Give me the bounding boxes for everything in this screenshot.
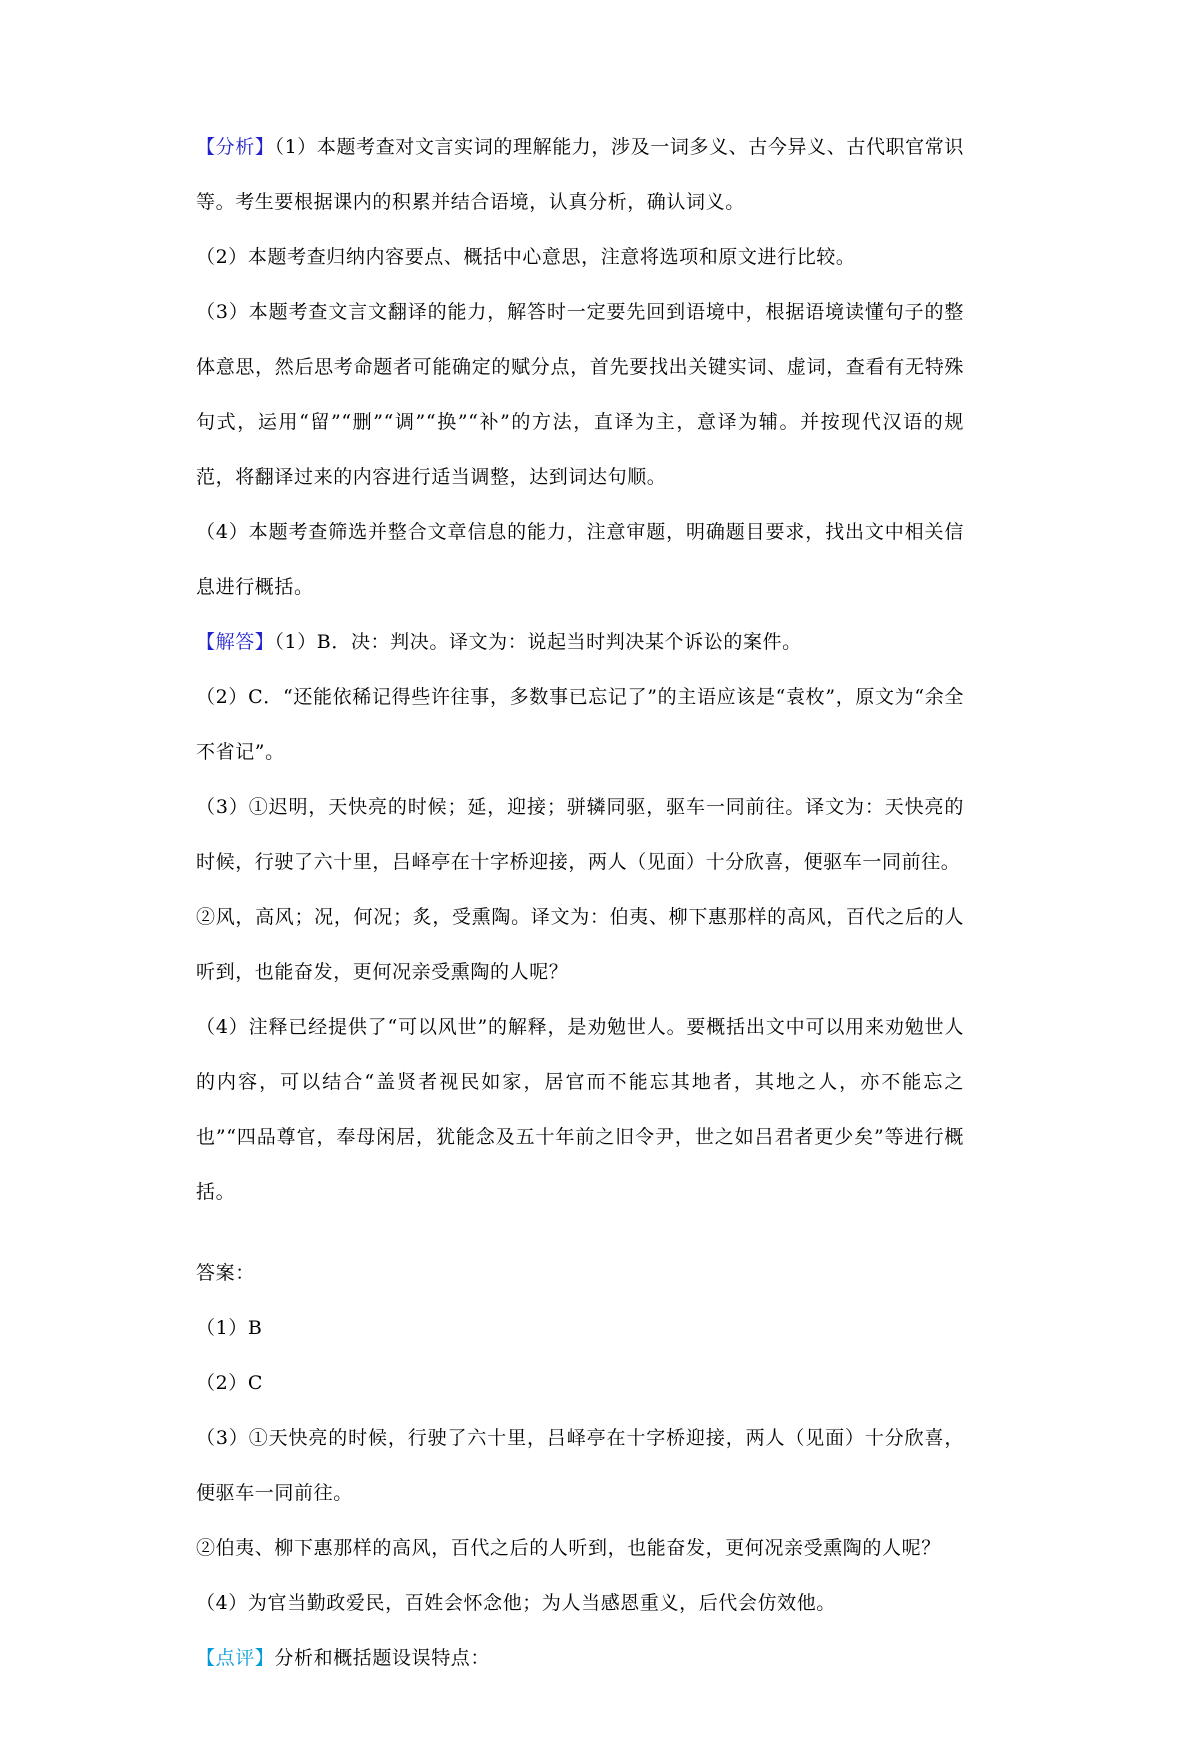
paragraph-text: （3）本题考查文言文翻译的能力，解答时一定要先回到语境中，根据语境读懂句子的整体意思，然后思考命题者可能确定的赋分点，首先要找出关键实词、虚词，查看有无特殊句式，运用“留”“删”“调”“换”“补”的方法，直译为主，意译为辅。并按现代汉语的规范，将翻译过来的内容进行适当调整，达到词达句顺。	[196, 301, 964, 488]
comment-paragraph	[196, 1631, 964, 1686]
paragraph-text: 答案：	[196, 1262, 255, 1284]
blank-line	[196, 1220, 964, 1246]
paragraph-text: （4）本题考查筛选并整合文章信息的能力，注意审题，明确题目要求，找出文中相关信息进行概括。	[196, 521, 964, 598]
paragraph-text: ②伯夷、柳下惠那样的高风，百代之后的人听到，也能奋发，更何况亲受熏陶的人呢？	[196, 1537, 941, 1559]
answers-heading	[196, 1246, 964, 1301]
paragraph-text: （3）①天快亮的时候，行驶了六十里，吕峄亭在十字桥迎接，两人（见面）十分欣喜，便驱车一同前往。	[196, 1427, 964, 1504]
answer-line-2	[196, 1356, 964, 1411]
solution-paragraph-2	[196, 670, 964, 780]
analysis-paragraph-2	[196, 230, 964, 285]
paragraph-text: （1）B	[196, 1317, 263, 1339]
answer-line-4	[196, 1521, 964, 1576]
paragraph-text: （1）B．决：判决。译文为：说起当时判决某个诉讼的案件。	[274, 631, 802, 653]
solution-paragraph-1	[196, 615, 964, 670]
answer-line-5	[196, 1576, 964, 1631]
comment-label: 【点评】	[196, 1647, 275, 1669]
answer-line-3	[196, 1411, 964, 1521]
paragraph-text: ②风，高风；况，何况；炙，受熏陶。译文为：伯夷、柳下惠那样的高风，百代之后的人听到，也能奋发，更何况亲受熏陶的人呢？	[196, 906, 964, 983]
paragraph-text: （4）为官当勤政爱民，百姓会怀念他；为人当感恩重义，后代会仿效他。	[196, 1592, 836, 1614]
analysis-paragraph-4	[196, 505, 964, 615]
analysis-label: 【分析】	[196, 136, 275, 158]
paragraph-text: （2）本题考查归纳内容要点、概括中心意思，注意将选项和原文进行比较。	[196, 246, 856, 268]
analysis-paragraph-1	[196, 120, 964, 230]
analysis-paragraph-3	[196, 285, 964, 505]
solution-paragraph-5	[196, 1000, 964, 1220]
paragraph-text: （3）①迟明，天快亮的时候；延，迎接；骈辚同驱，驱车一同前往。译文为：天快亮的时候，行驶了六十里，吕峄亭在十字桥迎接，两人（见面）十分欣喜，便驱车一同前往。	[196, 796, 964, 873]
paragraph-text: （4）注释已经提供了“可以风世”的解释，是劝勉世人。要概括出文中可以用来劝勉世人的内容，可以结合“盖贤者视民如家，居官而不能忘其地者，其地之人，亦不能忘之也”“四品尊官，奉母闲居，犹能念及五十年前之旧令尹，世之如吕君者更少矣”等进行概括。	[196, 1016, 964, 1203]
paragraph-text: （2）C	[196, 1372, 264, 1394]
solution-paragraph-3	[196, 780, 964, 890]
paragraph-text: （2）C．“还能依稀记得些许往事，多数事已忘记了”的主语应该是“袁枚”，原文为“余全不省记”。	[196, 686, 964, 763]
answer-line-1	[196, 1301, 964, 1356]
paragraph-text: （1）本题考查对文言实词的理解能力，涉及一词多义、古今异义、古代职官常识等。考生要根据课内的积累并结合语境，认真分析，确认词义。	[196, 136, 964, 213]
solution-label: 【解答】	[196, 631, 275, 653]
solution-paragraph-4	[196, 890, 964, 1000]
paragraph-text: 分析和概括题设误特点：	[274, 1647, 491, 1669]
